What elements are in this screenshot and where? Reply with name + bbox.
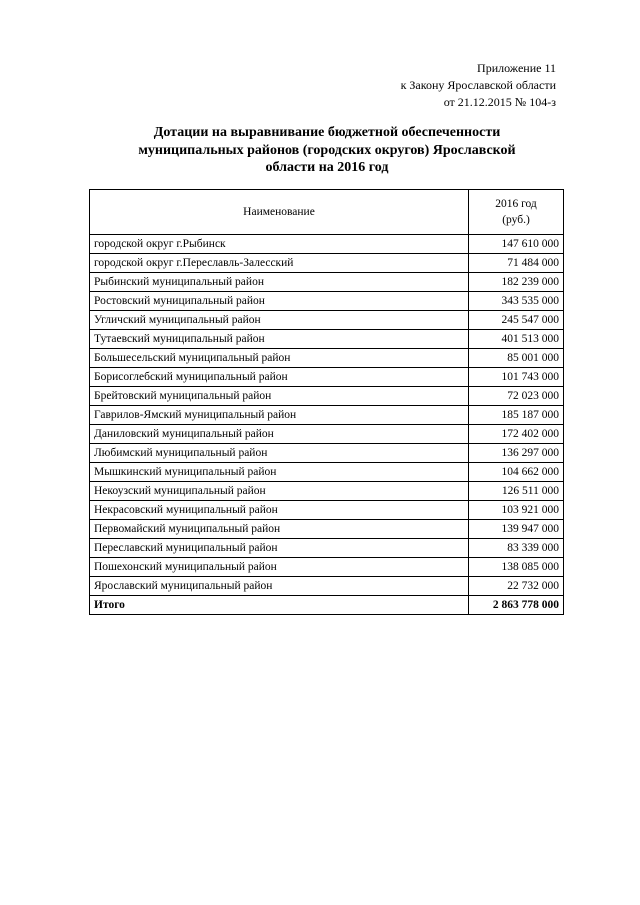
row-value: 72 023 000 [469, 387, 564, 406]
appendix-law: к Закону Ярославской области [400, 78, 556, 92]
row-name: Ростовский муниципальный район [90, 292, 469, 311]
row-name: Большесельский муниципальный район [90, 349, 469, 368]
appendix-header [401, 60, 556, 111]
row-name: Ярославский муниципальный район [90, 577, 469, 596]
table-body [90, 235, 564, 596]
document-title [90, 124, 564, 177]
row-value: 138 085 000 [469, 558, 564, 577]
row-value: 139 947 000 [469, 520, 564, 539]
row-name: Переславский муниципальный район [90, 539, 469, 558]
row-value: 101 743 000 [469, 368, 564, 387]
row-value: 182 239 000 [469, 273, 564, 292]
row-name: городской округ г.Рыбинск [90, 235, 469, 254]
column-header-amount [469, 190, 564, 235]
row-value: 172 402 000 [469, 425, 564, 444]
title-line-2: муниципальных районов (городских округов) Ярославской [138, 142, 516, 158]
table-row [90, 292, 564, 311]
row-value: 401 513 000 [469, 330, 564, 349]
table-row [90, 558, 564, 577]
row-value: 22 732 000 [469, 577, 564, 596]
total-value: 2 863 778 000 [469, 596, 564, 615]
total-row [90, 596, 564, 615]
table-row [90, 368, 564, 387]
row-name: Гаврилов-Ямский муниципальный район [90, 406, 469, 425]
table-row [90, 425, 564, 444]
row-value: 103 921 000 [469, 501, 564, 520]
table-row [90, 235, 564, 254]
row-name: Брейтовский муниципальный район [90, 387, 469, 406]
row-value: 71 484 000 [469, 254, 564, 273]
title-line-1: Дотации на выравнивание бюджетной обеспеченности [153, 125, 501, 140]
table-row [90, 330, 564, 349]
row-value: 185 187 000 [469, 406, 564, 425]
row-value: 343 535 000 [469, 292, 564, 311]
row-name: Мышкинский муниципальный район [90, 463, 469, 482]
row-name: Пошехонский муниципальный район [90, 558, 469, 577]
row-name: Первомайский муниципальный район [90, 520, 469, 539]
table-row [90, 501, 564, 520]
appendix-number: Приложение 11 [477, 61, 556, 75]
row-value: 147 610 000 [469, 235, 564, 254]
row-name: Некоузский муниципальный район [90, 482, 469, 501]
column-header-year: 2016 год [495, 198, 537, 210]
table-row [90, 539, 564, 558]
subsidies-table [89, 189, 564, 615]
row-value: 126 511 000 [469, 482, 564, 501]
row-name: Тутаевский муниципальный район [90, 330, 469, 349]
table-row [90, 273, 564, 292]
column-header-unit: (руб.) [502, 214, 530, 226]
table-row [90, 463, 564, 482]
row-value: 83 339 000 [469, 539, 564, 558]
table-row [90, 444, 564, 463]
row-value: 245 547 000 [469, 311, 564, 330]
row-name: Некрасовский муниципальный район [90, 501, 469, 520]
table-row [90, 577, 564, 596]
table-row [90, 311, 564, 330]
table-row [90, 520, 564, 539]
table-row [90, 387, 564, 406]
row-value: 85 001 000 [469, 349, 564, 368]
table-row [90, 406, 564, 425]
table-row [90, 254, 564, 273]
column-header-name: Наименование [90, 190, 469, 235]
row-name: Рыбинский муниципальный район [90, 273, 469, 292]
row-value: 104 662 000 [469, 463, 564, 482]
appendix-date: от 21.12.2015 № 104-з [443, 95, 556, 109]
row-value: 136 297 000 [469, 444, 564, 463]
row-name: Борисоглебский муниципальный район [90, 368, 469, 387]
row-name: Любимский муниципальный район [90, 444, 469, 463]
table-row [90, 482, 564, 501]
title-line-3: области на 2016 год [265, 160, 389, 175]
total-label: Итого [90, 596, 469, 615]
row-name: Даниловский муниципальный район [90, 425, 469, 444]
row-name: Угличский муниципальный район [90, 311, 469, 330]
table-header-row [90, 190, 564, 235]
table-row [90, 349, 564, 368]
row-name: городской округ г.Переславль-Залесский [90, 254, 469, 273]
